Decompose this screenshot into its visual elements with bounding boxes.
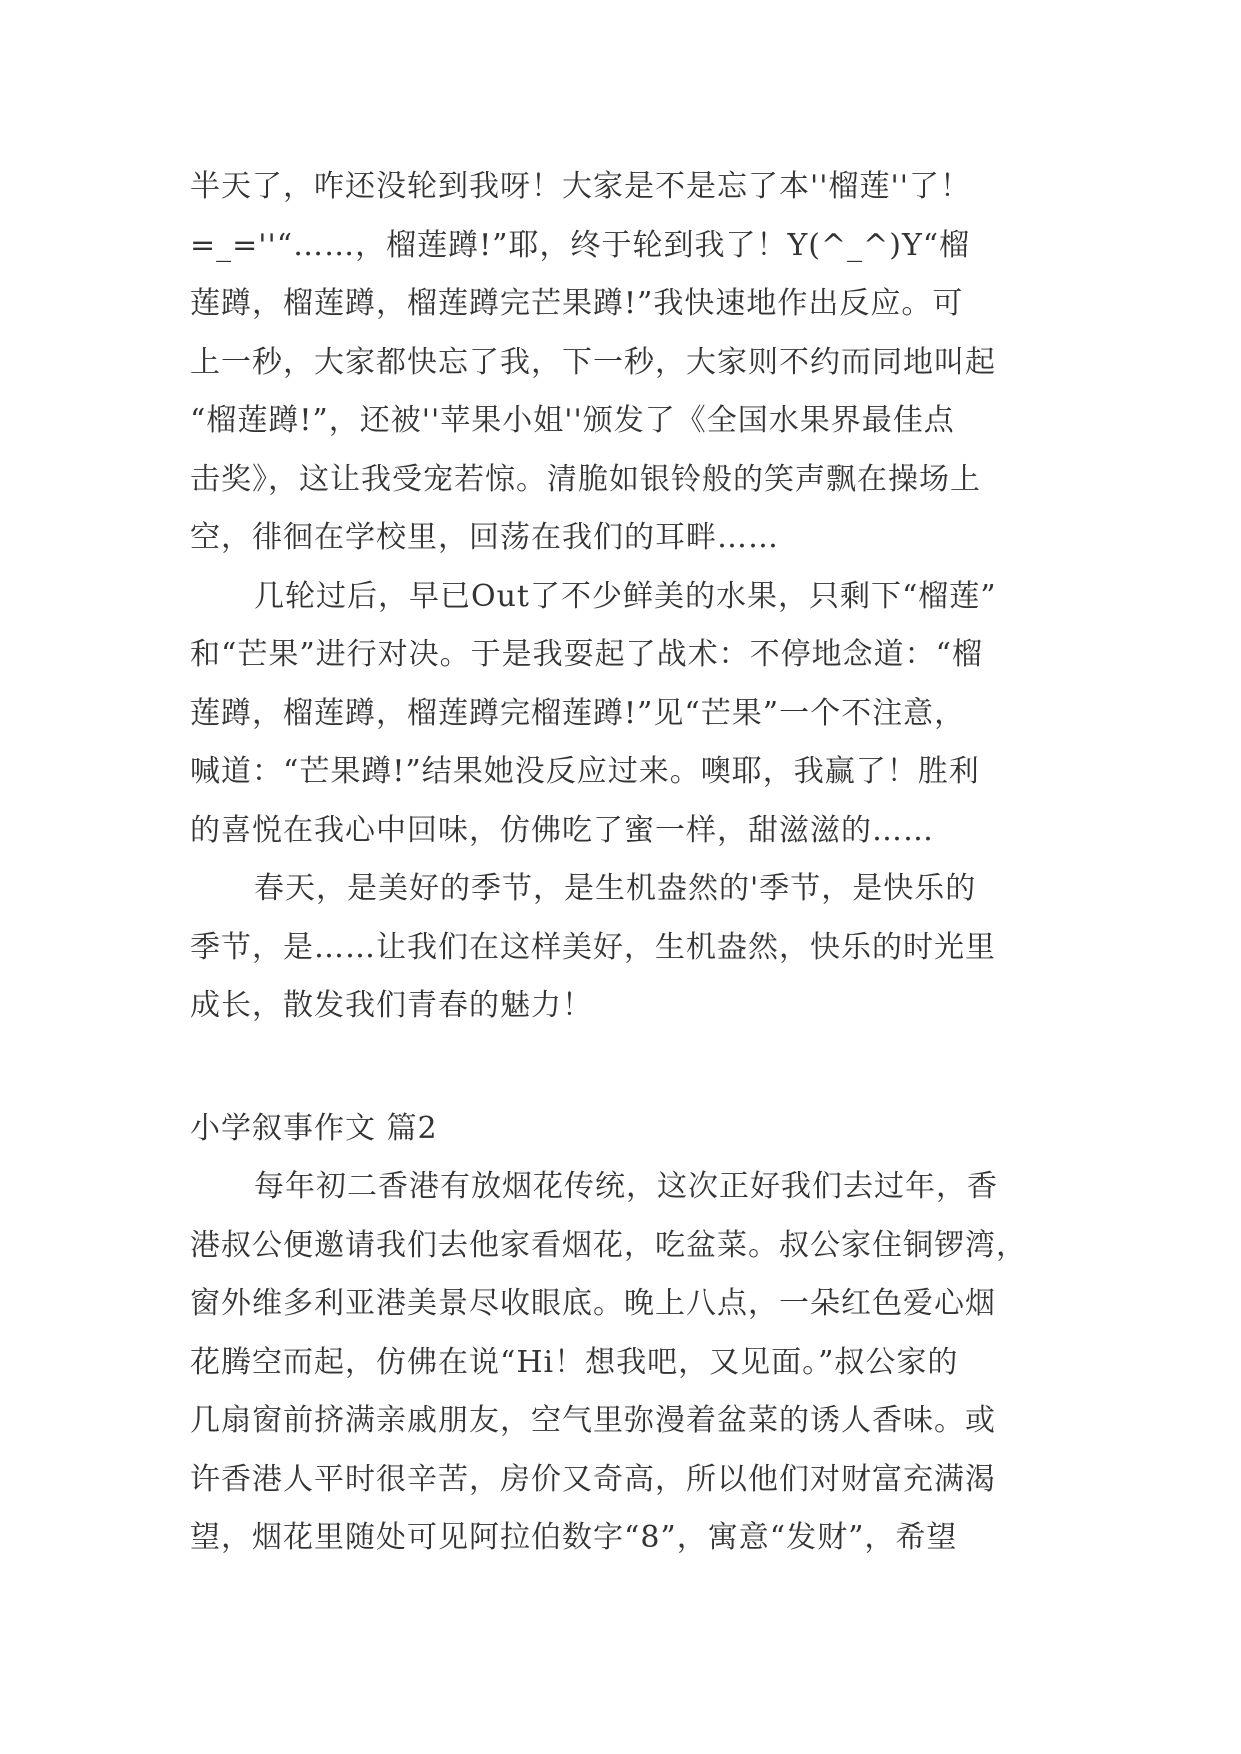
text-line: 望，烟花里随处可见阿拉伯数字“8”，寓意“发财”，希望 <box>190 1520 958 1555</box>
text-line: 上一秒，大家都快忘了我，下一秒，大家则不约而同地叫起 <box>190 344 996 380</box>
essay-heading: 小学叙事作文 篇2 <box>190 1110 438 1146</box>
section-spacer <box>190 1036 1080 1100</box>
text-line: 击奖》，这让我受宠若惊。清脆如银铃般的笑声飘在操场上 <box>190 461 981 497</box>
paragraph-hongkong-fireworks <box>190 1158 1080 1568</box>
text-line: 几轮过后，早已Out了不少鲜美的水果，只剩下“榴莲” <box>254 578 997 614</box>
text-line: 许香港人平时很辛苦，房价又奇高，所以他们对财富充满渴 <box>190 1461 996 1497</box>
text-line: 花腾空而起，仿佛在说“Hi！想我吧，又见面。”叔公家的 <box>190 1344 959 1380</box>
text-line: 窗外维多利亚港美景尽收眼底。晚上八点，一朵红色爱心烟 <box>190 1286 996 1321</box>
paragraph-durian-game-end <box>190 158 1080 568</box>
article-body <box>190 158 1080 1568</box>
text-line: 成长，散发我们青春的魅力！ <box>190 988 593 1023</box>
text-line: 莲蹲，榴莲蹲，榴莲蹲完榴莲蹲!”见“芒果”一个不注意， <box>190 695 966 731</box>
text-line: 的喜悦在我心中回味，仿佛吃了蜜一样，甜滋滋的…… <box>190 812 934 848</box>
text-line: 每年初二香港有放烟花传统，这次正好我们去过年，香 <box>254 1169 998 1204</box>
text-line: =_=''“……，榴莲蹲!”耶，终于轮到我了！Y(^_^)Y“榴 <box>190 227 971 263</box>
text-line: 和“芒果”进行对决。于是我耍起了战术：不停地念道：“榴 <box>190 637 984 672</box>
text-line: “榴莲蹲!”，还被''苹果小姐''颁发了《全国水果界最佳点 <box>190 403 955 438</box>
text-line: 季节，是……让我们在这样美好，生机盎然，快乐的时光里 <box>190 929 996 965</box>
text-line: 半天了，咋还没轮到我呀！大家是不是忘了本''榴莲''了！ <box>190 169 971 204</box>
paragraph-final-duel <box>190 568 1080 861</box>
paragraph-spring-conclusion <box>190 860 1080 1036</box>
text-line: 莲蹲，榴莲蹲，榴莲蹲完芒果蹲!”我快速地作出反应。可 <box>190 286 964 321</box>
text-line: 空，徘徊在学校里，回荡在我们的耳畔…… <box>190 520 779 555</box>
text-line: 春天，是美好的季节，是生机盎然的'季节，是快乐的 <box>254 871 977 906</box>
text-line: 港叔公便邀请我们去他家看烟花，吃盆菜。叔公家住铜锣湾， <box>190 1227 1027 1263</box>
text-line: 喊道：“芒果蹲!”结果她没反应过来。噢耶，我赢了！胜利 <box>190 754 980 789</box>
text-line: 几扇窗前挤满亲戚朋友，空气里弥漫着盆菜的诱人香味。或 <box>190 1403 996 1438</box>
